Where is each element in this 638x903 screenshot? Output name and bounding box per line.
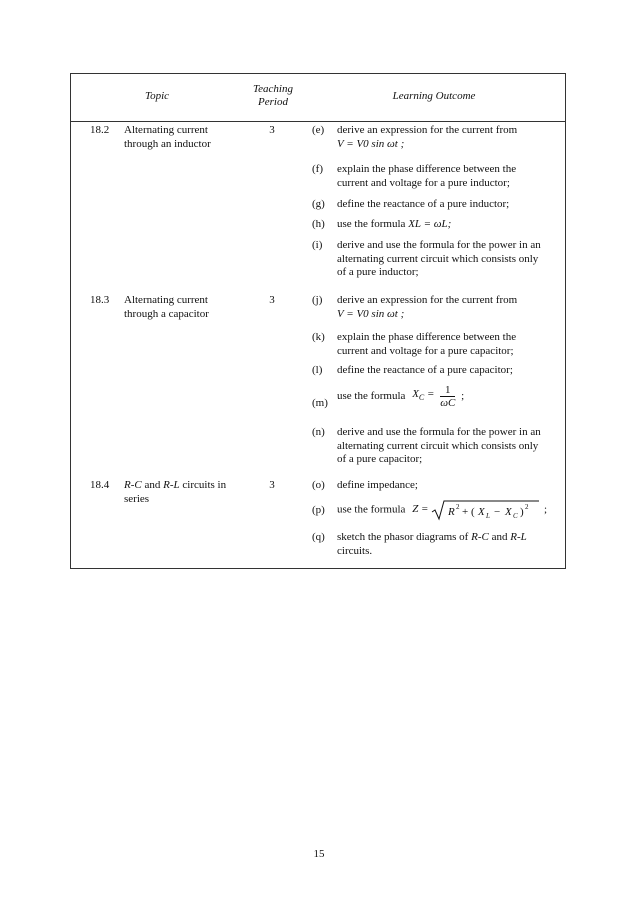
outcome-i-line2: alternating current circuit which consists only (337, 252, 539, 265)
outcome-label: (m) (312, 397, 328, 409)
page-number: 15 (313, 848, 325, 860)
section-topic-line2: through an inductor (124, 137, 211, 150)
outcome-label: (o) (312, 479, 325, 491)
svg-text:C: C (513, 512, 518, 520)
outcome-k-line2: current and voltage for a pure capacitor; (337, 344, 514, 357)
table-header (71, 74, 565, 122)
outcome-text (337, 384, 561, 409)
outcome-label: (j) (312, 294, 323, 306)
outcome-label: (f) (312, 163, 323, 175)
outcome-f-line2: current and voltage for a pure inductor; (337, 176, 510, 189)
outcome-g-text: define the reactance of a pure inductor; (337, 198, 510, 210)
outcome-label: (l) (312, 364, 323, 376)
svg-text:+ (: + ( (462, 506, 475, 518)
header-teaching-line2: Period (258, 96, 288, 108)
outcome-label: (q) (312, 531, 325, 543)
header-topic: Topic (144, 90, 170, 102)
outcome-j-text: derive an expression for the current from (337, 294, 518, 306)
outcome-text (337, 218, 561, 232)
outcome-e-text: derive an expression for the current from (337, 124, 518, 136)
outcome-i-line3: of a pure inductor; (337, 266, 419, 278)
outcome-text (337, 426, 561, 467)
outcome-h-text: use the formula (337, 218, 406, 230)
section-period: 3 (269, 124, 275, 136)
section-topic-line1: Alternating current (124, 294, 208, 306)
outcome-label: (h) (312, 218, 325, 230)
section-number: 18.3 (90, 294, 110, 306)
square-root-icon (431, 499, 541, 521)
impedance-formula: Z = (412, 503, 429, 516)
outcome-m-text: use the formula (337, 389, 406, 402)
outcome-text (337, 163, 561, 190)
header-teaching-period (243, 83, 303, 109)
outcome-j-formula: V = V0 sin ωt ; (337, 307, 405, 320)
svg-text:2: 2 (525, 503, 529, 511)
section-topic-line1: R-C and R-L circuits in (124, 479, 227, 491)
semicolon: ; (461, 389, 465, 402)
outcome-f-line1: explain the phase difference between the (337, 163, 517, 175)
outcome-label: (n) (312, 426, 325, 438)
svg-text:2: 2 (456, 503, 460, 511)
outcome-text (337, 294, 561, 321)
outcome-label: (k) (312, 331, 325, 343)
outcome-text (337, 239, 561, 280)
fraction-denominator: ωC (440, 397, 456, 409)
section-period: 3 (269, 479, 275, 491)
outcome-n-line3: of a pure capacitor; (337, 453, 423, 465)
outcome-label: (e) (312, 124, 325, 136)
section-topic-line1: Alternating current (124, 124, 208, 136)
section-number: 18.4 (90, 479, 110, 491)
svg-text:R: R (448, 506, 455, 518)
fraction-numerator: 1 (440, 384, 455, 397)
outcome-h-formula: XL = ωL; (408, 218, 452, 230)
section-number: 18.2 (90, 124, 110, 136)
section-topic-line2: series (124, 492, 150, 505)
outcome-p-text: use the formula (337, 503, 406, 516)
outcome-label: (p) (312, 504, 325, 516)
semicolon: ; (543, 503, 548, 516)
header-learning-outcome: Learning Outcome (392, 90, 476, 102)
svg-text:X: X (505, 506, 512, 518)
outcome-o-text: define impedance; (337, 479, 418, 491)
svg-text:−: − (494, 506, 501, 518)
outcome-i-line1: derive and use the formula for the power in an (337, 239, 541, 251)
outcome-n-line2: alternating current circuit which consists only (337, 439, 539, 452)
outcome-label: (i) (312, 239, 323, 251)
square-root (431, 499, 541, 521)
section-period: 3 (269, 294, 275, 306)
outcome-n-line1: derive and use the formula for the power in an (337, 426, 541, 438)
outcome-k-line1: explain the phase difference between the (337, 331, 517, 343)
outcome-q-line1: sketch the phasor diagrams of R-C and R-L (337, 531, 527, 543)
header-teaching-line1: Teaching (253, 83, 293, 95)
svg-text:X: X (478, 506, 485, 518)
outcome-q-line2: circuits. (337, 544, 373, 557)
outcome-text (337, 331, 561, 358)
outcome-text (337, 499, 567, 521)
outcome-text (337, 124, 561, 151)
outcome-label: (g) (312, 198, 325, 210)
outcome-l-text: define the reactance of a pure capacitor; (337, 364, 513, 376)
reactance-fraction (440, 384, 455, 409)
outcome-e-formula: V = V0 sin ωt ; (337, 137, 405, 150)
outcome-text (337, 531, 561, 558)
svg-text:L: L (486, 512, 491, 520)
svg-text:): ) (520, 506, 524, 518)
section-topic-line2: through a capacitor (124, 307, 209, 320)
reactance-symbol: $X_C$ = (412, 388, 435, 403)
